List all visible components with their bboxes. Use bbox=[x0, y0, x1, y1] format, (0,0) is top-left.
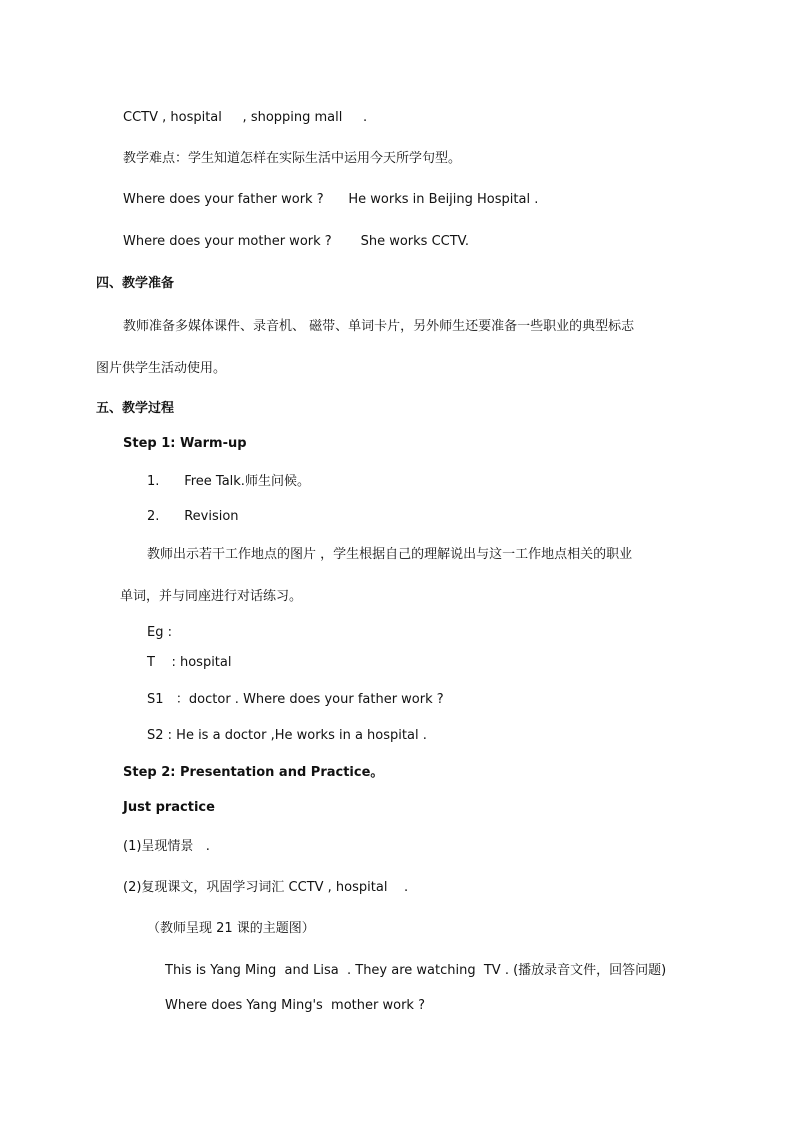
step-heading-warm-up: Step 1: Warm-up bbox=[123, 436, 247, 451]
text-line-theme-picture: （教师呈现 21 课的主题图） bbox=[147, 921, 315, 936]
dialogue-line-s1: S1 ：doctor . Where does your father work ? bbox=[147, 692, 444, 707]
list-item-revision: 2. Revision bbox=[147, 509, 239, 524]
text-line-review-text: (2)复现课文，巩固学习词汇 CCTV , hospital . bbox=[123, 880, 409, 895]
text-line-teaching-difficulty: 教学难点：学生知道怎样在实际生活中运用今天所学句型。 bbox=[123, 151, 462, 166]
section-heading-process: 五、教学过程 bbox=[96, 401, 175, 416]
text-line-eg: Eg : bbox=[147, 625, 172, 640]
section-heading-preparation: 四、教学准备 bbox=[96, 276, 175, 291]
text-line-revision-body-cont: 单词，并与同座进行对话练习。 bbox=[120, 589, 303, 604]
list-item-free-talk: 1. Free Talk.师生问候。 bbox=[147, 474, 310, 489]
dialogue-line-teacher: T : hospital bbox=[147, 655, 232, 670]
text-line-cctv-hospital: CCTV , hospital , shopping mall . bbox=[123, 110, 368, 125]
text-line-preparation-body: 教师准备多媒体课件、录音机、 磁带、单词卡片，另外师生还要准备一些职业的典型标志 bbox=[123, 319, 635, 334]
text-line-mother-question: Where does Yang Ming's mother work ? bbox=[165, 998, 425, 1013]
subheading-just-practice: Just practice bbox=[123, 800, 215, 815]
dialogue-line-s2: S2 : He is a doctor ,He works in a hospital . bbox=[147, 728, 427, 743]
text-line-mother-work: Where does your mother work ? She works CCTV. bbox=[123, 234, 470, 249]
text-line-preparation-body-cont: 图片供学生活动使用。 bbox=[96, 361, 227, 376]
text-line-scene: (1)呈现情景 . bbox=[123, 839, 210, 854]
text-line-father-work: Where does your father work ? He works in Beijing Hospital . bbox=[123, 192, 539, 207]
text-line-yang-ming-lisa: This is Yang Ming and Lisa . They are watching TV . (播放录音文件，回答问题) bbox=[165, 963, 667, 978]
step-heading-presentation: Step 2: Presentation and Practice。 bbox=[123, 765, 384, 780]
text-line-revision-body: 教师出示若干工作地点的图片 ，学生根据自己的理解说出与这一工作地点相关的职业 bbox=[147, 547, 633, 562]
